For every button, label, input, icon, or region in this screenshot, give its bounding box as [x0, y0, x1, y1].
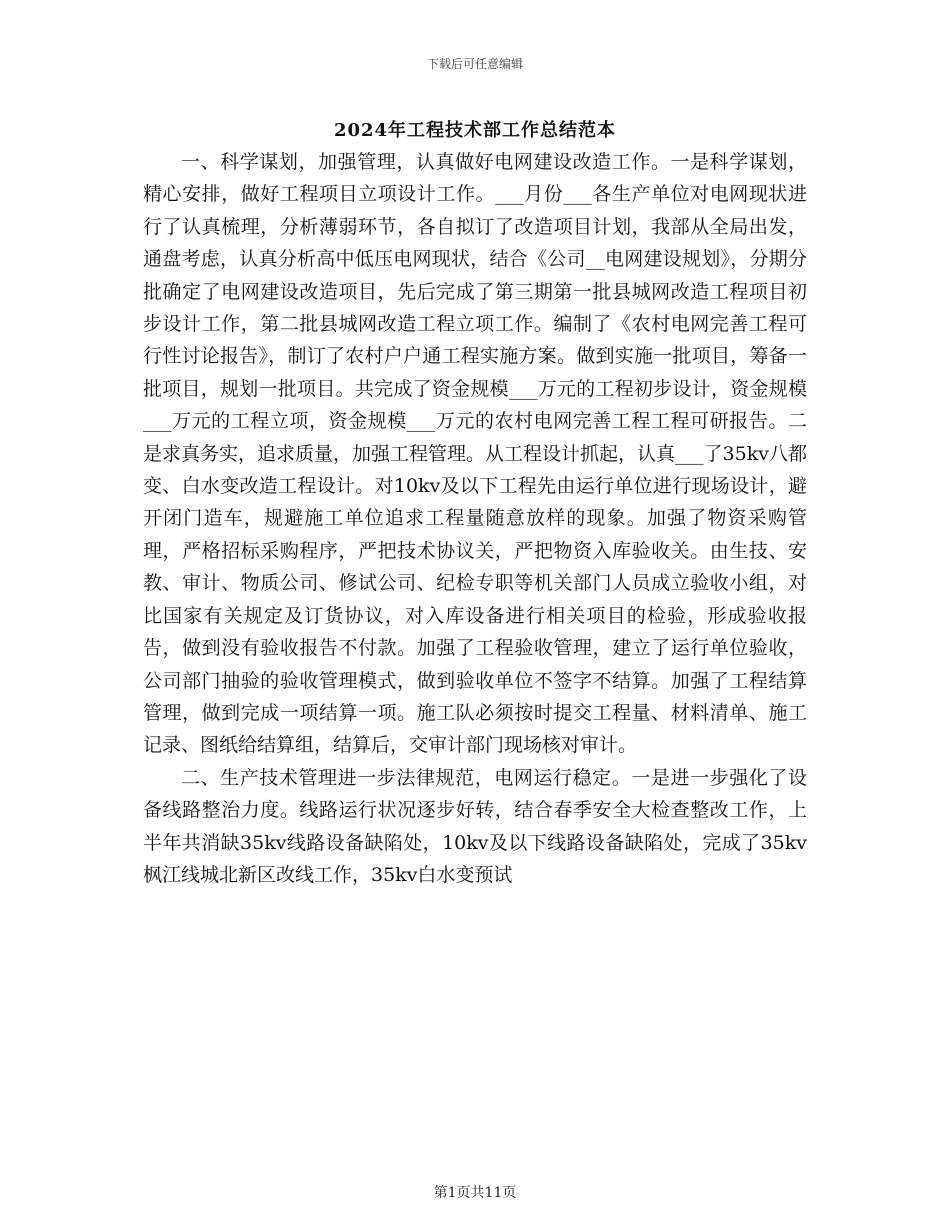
header-note: 下载后可任意编辑	[426, 57, 523, 71]
paragraph-1: 一、科学谋划，加强管理，认真做好电网建设改造工作。一是科学谋划，精心安排，做好工程项目立项设计工作。___月份___各生产单位对电网现状进行了认真梳理，分析薄弱环节，各自拟订了改造项目计划，我部从全局出发，通盘考虑，认真分析高中低压电网现状，结合《公司__电网建设规划》，分期分批确定了电网建设改造项目，先后完成了第三期第一批县城网改造工程项目初步设计工作，第二批县城网改造工程立项工作。编制了《农村电网完善工程可行性讨论报告》，制订了农村户户通工程实施方案。做到实施一批项目，筹备一批项目，规划一批项目。共完成了资金规模___万元的工程初步设计，资金规模___万元的工程立项，资金规模___万元的农村电网完善工程工程可研报告。二是求真务实，追求质量，加强工程管理。从工程设计抓起，认真___了35kv八都变、白水变改造工程设计。对10kv及以下工程先由运行单位进行现场设计，避开闭门造车，规避施工单位追求工程量随意放样的现象。加强了物资采购管理，严格招标采购程序，严把技术协议关，严把物资入库验收关。由生技、安教、审计、物质公司、修试公司、纪检专职等机关部门人员成立验收小组，对比国家有关规定及订货协议，对入库设备进行相关项目的检验，形成验收报告，做到没有验收报告不付款。加强了工程验收管理，建立了运行单位验收，公司部门抽验的验收管理模式，做到验收单位不签字不结算。加强了工程结算管理，做到完成一项结算一项。施工队必须按时提交工程量、材料清单、施工记录、图纸给结算组，结算后，交审计部门现场核对审计。	[143, 151, 807, 757]
document-title: 2024年工程技术部工作总结范本	[333, 120, 617, 141]
document-body	[143, 146, 807, 891]
paragraph-2: 二、生产技术管理进一步法律规范，电网运行稳定。一是进一步强化了设备线路整治力度。线路运行状况逐步好转，结合春季安全大检查整改工作，上半年共消缺35kv线路设备缺陷处，10kv及以下线路设备缺陷处，完成了35kv枫江线城北新区改线工作，35kv白水变预试	[143, 766, 807, 886]
page-number: 第1页共11页	[433, 1185, 517, 1201]
